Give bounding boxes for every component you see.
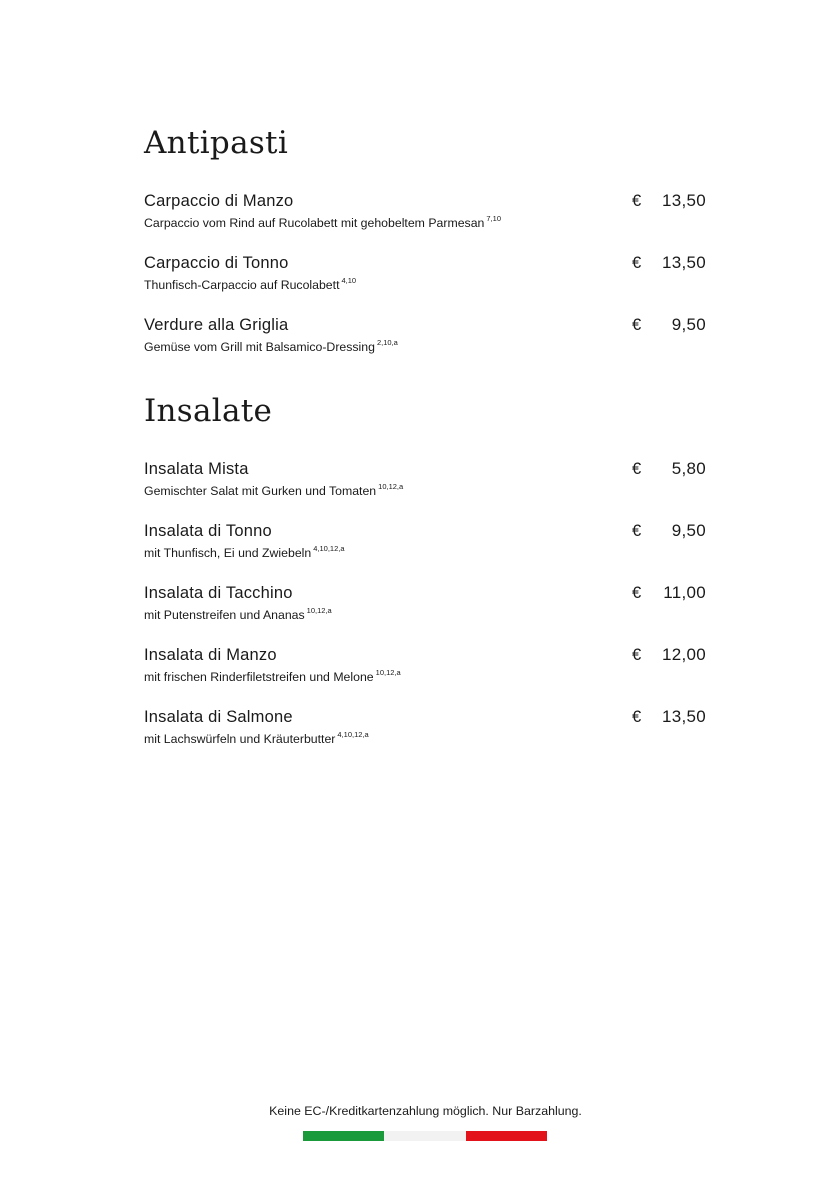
item-price: 13,50 <box>661 707 706 726</box>
item-description <box>144 277 356 293</box>
italian-flag-stripe <box>303 1131 547 1141</box>
item-description <box>144 669 401 685</box>
currency-symbol: € <box>632 646 642 664</box>
item-price: 5,80 <box>671 459 706 478</box>
item-description <box>144 339 398 355</box>
item-description-text: Gemischter Salat mit Gurken und Tomaten <box>144 484 377 498</box>
item-price: 12,00 <box>661 645 706 664</box>
menu-item <box>144 253 706 301</box>
currency-symbol: € <box>632 192 642 210</box>
item-price: 13,50 <box>661 191 706 210</box>
item-price: 9,50 <box>671 521 706 540</box>
flag-red-stripe <box>466 1131 547 1141</box>
item-name: Insalata di Tacchino <box>144 584 293 602</box>
flag-green-stripe <box>303 1131 384 1141</box>
item-description <box>144 483 403 499</box>
menu-item <box>144 191 706 239</box>
item-name: Insalata Mista <box>144 460 249 478</box>
menu-item <box>144 583 706 631</box>
currency-symbol: € <box>632 460 642 478</box>
item-name: Insalata di Manzo <box>144 646 277 664</box>
allergen-codes: 10,12,a <box>375 668 401 677</box>
item-description-text: Gemüse vom Grill mit Balsamico-Dressing <box>144 340 375 354</box>
item-description <box>144 731 369 747</box>
currency-symbol: € <box>632 316 642 334</box>
item-description <box>144 215 501 231</box>
item-description-text: mit Lachswürfeln und Kräuterbutter <box>144 732 336 746</box>
allergen-codes: 4,10 <box>341 276 357 285</box>
menu-item <box>144 645 706 693</box>
item-description <box>144 545 345 561</box>
item-name: Insalata di Tonno <box>144 522 272 540</box>
section-title-antipasti: Antipasti <box>144 125 289 161</box>
currency-symbol: € <box>632 584 642 602</box>
item-name: Verdure alla Griglia <box>144 316 289 334</box>
item-description-text: Carpaccio vom Rind auf Rucolabett mit gehobeltem Parmesan <box>144 216 485 230</box>
item-description-text: Thunfisch-Carpaccio auf Rucolabett <box>144 278 340 292</box>
item-description <box>144 607 332 623</box>
allergen-codes: 7,10 <box>486 214 501 223</box>
item-price: 11,00 <box>663 583 706 602</box>
currency-symbol: € <box>632 254 642 272</box>
menu-item <box>144 459 706 507</box>
item-name: Carpaccio di Tonno <box>144 254 289 272</box>
item-description-text: mit Putenstreifen und Ananas <box>144 608 305 622</box>
item-price: 13,50 <box>661 253 706 272</box>
item-name: Carpaccio di Manzo <box>144 192 294 210</box>
currency-symbol: € <box>632 522 642 540</box>
item-description-text: mit Thunfisch, Ei und Zwiebeln <box>144 546 312 560</box>
allergen-codes: 2,10,a <box>376 338 398 347</box>
allergen-codes: 10,12,a <box>378 482 404 491</box>
payment-note: Keine EC-/Kreditkartenzahlung möglich. Nur Barzahlung. <box>269 1104 582 1118</box>
item-price: 9,50 <box>671 315 706 334</box>
allergen-codes: 10,12,a <box>306 606 332 615</box>
menu-item <box>144 521 706 569</box>
item-name: Insalata di Salmone <box>144 708 293 726</box>
allergen-codes: 4,10,12,a <box>313 544 345 553</box>
section-title-insalate: Insalate <box>144 393 273 429</box>
currency-symbol: € <box>632 708 642 726</box>
allergen-codes: 4,10,12,a <box>337 730 369 739</box>
menu-item <box>144 315 706 363</box>
item-description-text: mit frischen Rinderfiletstreifen und Melone <box>144 670 374 684</box>
menu-item <box>144 707 706 755</box>
flag-white-stripe <box>384 1131 465 1141</box>
